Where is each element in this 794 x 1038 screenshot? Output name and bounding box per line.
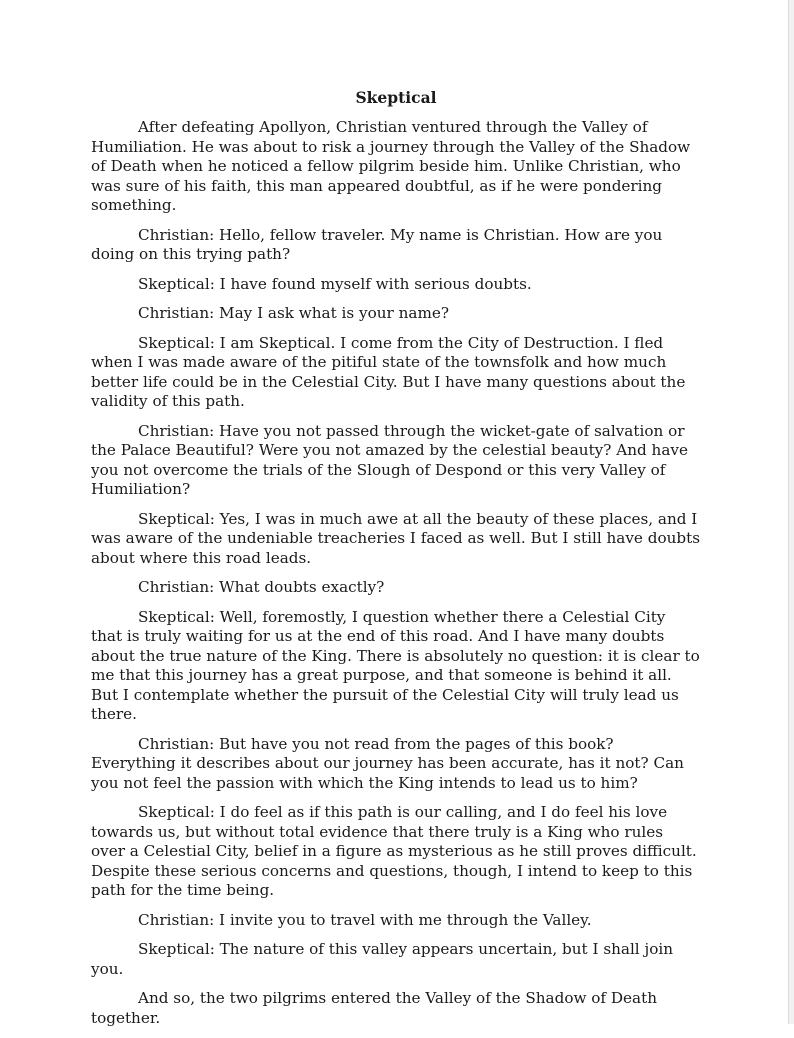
paragraph-14: And so, the two pilgrims entered the Valley of the Shadow of Death together.: [91, 989, 657, 1027]
paragraph-9: Skeptical: Well, foremostly, I question whether there a Celestial City that is truly waiting for us at the end of this road. And I have many doubts about the true nature of the King. There is absolutely no question: it is clear to me that this journey has a great purpose, and that someone is behind it all. But I contemplate whether the pursuit of the Celestial City will truly lead us there.: [91, 607, 700, 723]
paragraph-5: Skeptical: I am Skeptical. I come from the City of Destruction. I fled when I was made aware of the pitiful state of the townsfolk and how much better life could be in the Celestial City. But I have many questions about the validity of this path.: [91, 333, 686, 410]
paragraph-2: Christian: Hello, fellow traveler. My name is Christian. How are you doing on this trying path?: [91, 225, 663, 263]
paragraph-11: Skeptical: I do feel as if this path is our calling, and I do feel his love towards us, but without total evidence that there truly is a King who rules over a Celestial City, belief in a figure as mysterious as he still proves difficult. Despite these serious concerns and questions, though, I intend to keep to this path for the time being.: [91, 803, 697, 899]
paragraph-10: Christian: But have you not read from the pages of this book? Everything it describes about our journey has been accurate, has it not? Can you not feel the passion with which the King intends to lead us to him?: [91, 734, 684, 792]
page-title: Skeptical: [355, 88, 437, 107]
paragraph-13: Skeptical: The nature of this valley appears uncertain, but I shall join you.: [91, 940, 673, 978]
page-edge-scroll-track: [788, 0, 794, 1024]
paragraph-3: Skeptical: I have found myself with serious doubts.: [138, 274, 532, 293]
document-body: [91, 88, 701, 1038]
paragraph-6: Christian: Have you not passed through the wicket-gate of salvation or the Palace Beautiful? Were you not amazed by the celestial beauty? And have you not overcome the trials of the Slough of Despond or this very Valley of Humiliation?: [91, 421, 688, 498]
paragraph-8: Christian: What doubts exactly?: [138, 578, 385, 596]
paragraph-1: After defeating Apollyon, Christian ventured through the Valley of Humiliation. He was about to risk a journey through the Valley of the Shadow of Death when he noticed a fellow pilgrim beside him. Unlike Christian, who was sure of his faith, this man appeared doubtful, as if he were pondering something.: [91, 118, 691, 214]
paragraph-4: Christian: May I ask what is your name?: [138, 304, 449, 322]
paragraph-7: Skeptical: Yes, I was in much awe at all the beauty of these places, and I was aware of the undeniable treacheries I faced as well. But I still have doubts about where this road leads.: [91, 509, 700, 567]
paragraph-12: Christian: I invite you to travel with me through the Valley.: [138, 910, 592, 929]
